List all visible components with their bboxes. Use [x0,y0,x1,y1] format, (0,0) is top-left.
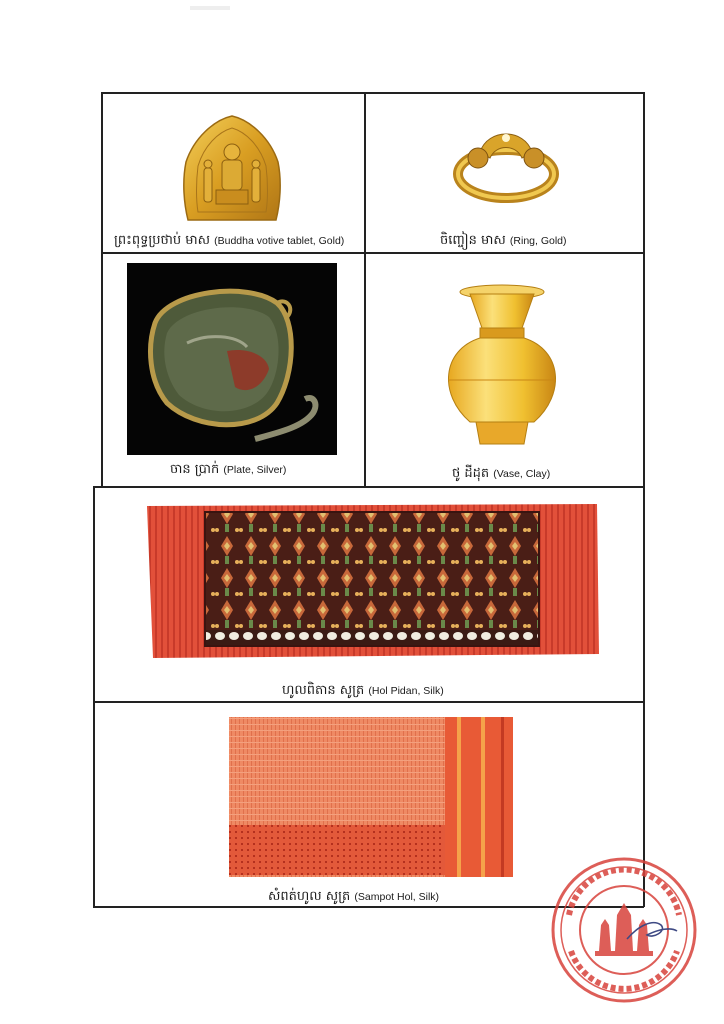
table-divider-row2 [93,486,644,488]
table-border-left-wide [93,486,95,907]
caption-kh: ចិញ្ចៀន មាស [440,233,506,248]
caption-sampot-hol [268,888,439,907]
table-border-top [101,92,644,94]
table-divider-vertical [364,92,366,487]
caption-kh: សំពត់ហូល សូត្រ [268,889,351,904]
table-border-right-wide [643,486,645,907]
caption-kh: ព្រះពុទ្ធប្រថាប់ មាស [114,233,210,248]
caption-kh: ថូ ដីដុត [452,466,490,481]
sampot-hol-image [227,715,515,879]
caption-plate [170,461,286,480]
caption-en: (Plate, Silver) [223,464,287,476]
caption-buddha-tablet [114,232,344,251]
ring-image [452,118,560,208]
table-divider-row1 [101,252,644,254]
caption-en: (Ring, Gold) [509,235,567,247]
caption-kh: ហូលពិតាន សូត្រ [282,683,365,698]
caption-en: (Buddha votive tablet, Gold) [214,235,345,247]
official-stamp [549,855,699,1005]
plate-image [127,263,337,455]
caption-en: (Hol Pidan, Silk) [368,685,444,697]
table-divider-row3 [93,701,644,703]
buddha-tablet-image [180,112,284,224]
caption-en: (Sampot Hol, Silk) [354,891,440,903]
vase-image [436,284,568,448]
table-border-left [101,92,103,487]
caption-hol-pidan [282,682,444,701]
caption-kh: ចាន ប្រាក់ [170,462,220,477]
caption-vase [452,465,550,484]
scan-mark [190,6,230,10]
hol-pidan-image [143,502,601,660]
table-border-right [643,92,645,487]
caption-en: (Vase, Clay) [493,468,551,480]
caption-ring [440,232,567,251]
